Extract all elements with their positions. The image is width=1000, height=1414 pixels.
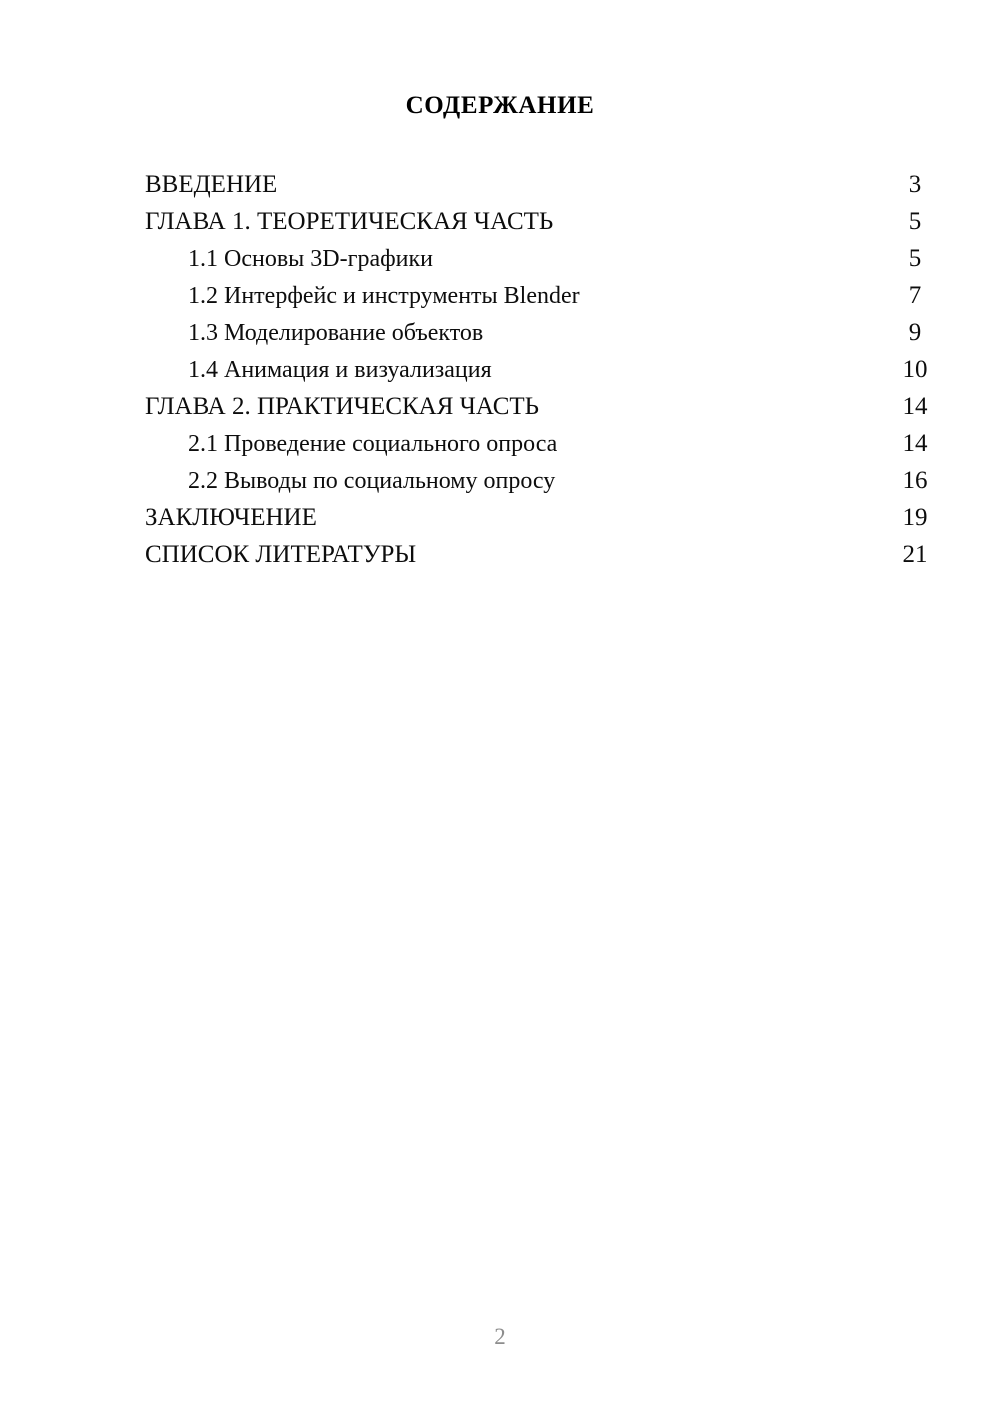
toc-entry[interactable] [145,536,935,573]
toc-entry-label: 1.2 Интерфейс и инструменты Blender [188,283,580,309]
toc-entry[interactable] [145,203,935,240]
toc-entry[interactable] [145,499,935,536]
toc-entry-page: 14 [902,430,928,457]
toc-entry-label: 2.1 Проведение социального опроса [188,431,558,457]
toc-entry[interactable] [145,314,935,351]
toc-entry-page: 5 [908,208,922,235]
toc-entry-label: 1.1 Основы 3D-графики [188,246,434,272]
toc-entry-page: 16 [902,467,928,494]
toc-entry[interactable] [145,166,935,203]
toc-entry[interactable] [145,388,935,425]
toc-entry-page: 14 [902,393,928,420]
toc-entry[interactable] [145,462,935,499]
toc-entry[interactable] [145,240,935,277]
toc-entry-label: СПИСОК ЛИТЕРАТУРЫ [145,541,417,568]
toc-entry-label: ЗАКЛЮЧЕНИЕ [145,504,317,531]
page-number-footer: 2 [494,1324,506,1349]
toc-entry-page: 7 [908,282,922,309]
toc-entry-label: ГЛАВА 2. ПРАКТИЧЕСКАЯ ЧАСТЬ [145,393,540,420]
table-of-contents [145,166,935,573]
toc-entry[interactable] [145,351,935,388]
toc-entry-page: 10 [902,356,928,383]
toc-entry-page: 3 [908,171,922,198]
toc-entry-label: 1.4 Анимация и визуализация [188,357,492,383]
toc-entry-page: 21 [902,541,928,568]
toc-entry-label: 2.2 Выводы по социальному опросу [188,468,556,494]
toc-entry-label: ВВЕДЕНИЕ [145,171,278,198]
toc-entry-label: ГЛАВА 1. ТЕОРЕТИЧЕСКАЯ ЧАСТЬ [145,208,554,235]
toc-entry-page: 5 [908,245,922,272]
toc-entry-page: 9 [908,319,922,346]
toc-entry-page: 19 [902,504,928,531]
page-title: СОДЕРЖАНИЕ [405,92,595,119]
toc-entry[interactable] [145,425,935,462]
toc-entry-label: 1.3 Моделирование объектов [188,320,484,346]
toc-entry[interactable] [145,277,935,314]
